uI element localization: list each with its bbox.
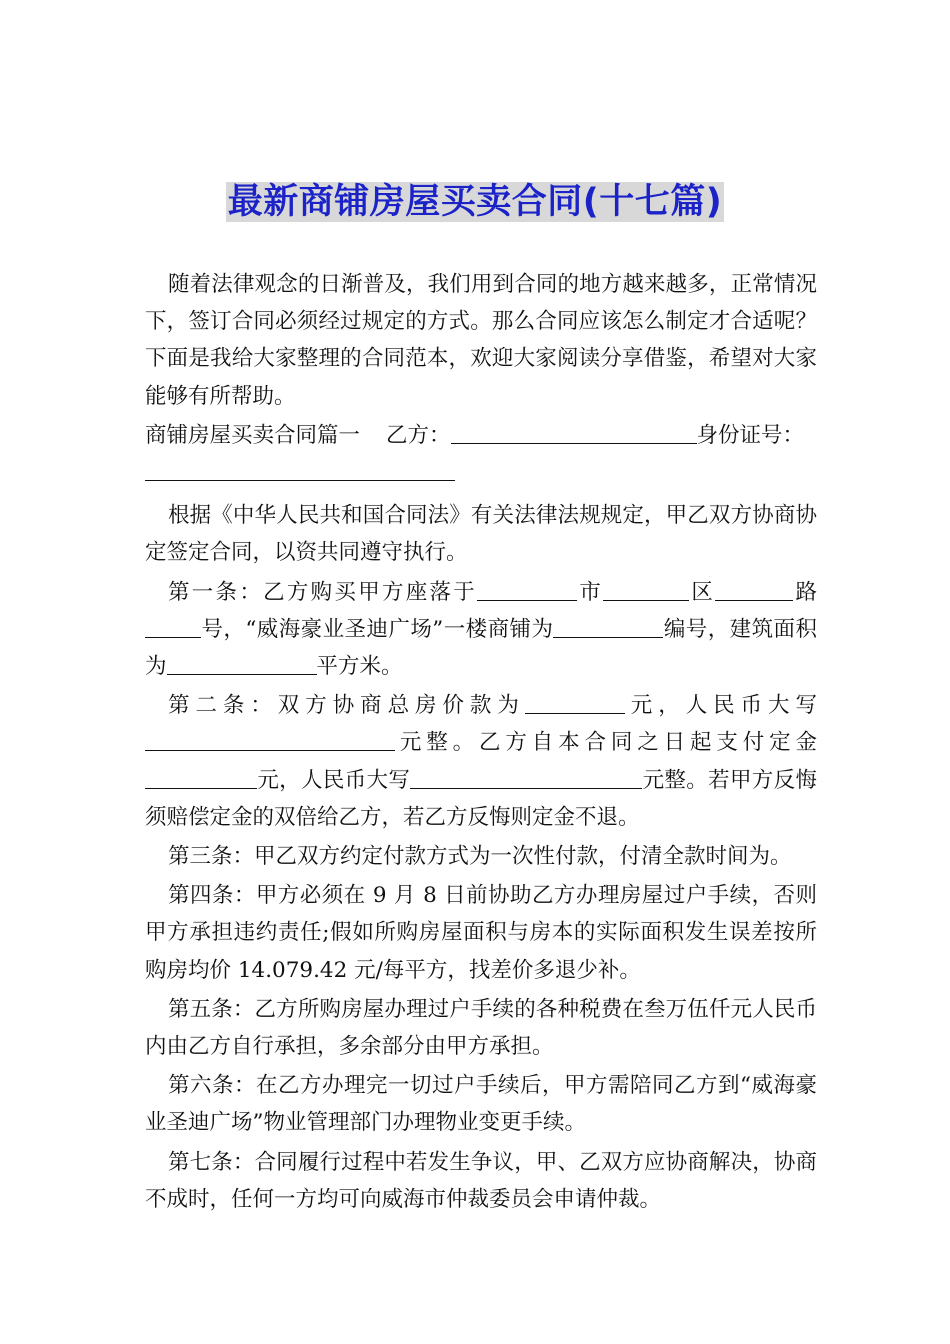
deposit-words-blank <box>410 766 642 789</box>
party-b-label: 乙方： <box>386 422 451 448</box>
id-number-blank <box>145 458 455 481</box>
road-blank <box>715 578 793 601</box>
city-blank <box>477 578 577 601</box>
article-2: 第二条：双方协商总房价款为 元，人民币大写元整。乙方自本合同之日起支付定金元，人民币大写 元整。若甲方反悔须赔偿定金的双倍给乙方，若乙方反悔则定金不退。 <box>145 693 817 830</box>
basis-paragraph: 根据《中华人民共和国合同法》有关法律法规规定，甲乙双方协商协定签定合同，以资共同遵守执行。 <box>145 503 817 566</box>
district-blank <box>603 578 689 601</box>
article-5: 第五条：乙方所购房屋办理过户手续的各种税费在叁万伍仟元人民币内由乙方自行承担，多余部分由甲方承担。 <box>145 996 817 1060</box>
title-text: 最新商铺房屋买卖合同(十七篇) <box>227 182 723 222</box>
number-blank <box>145 615 201 638</box>
article-1: 第一条：乙方购买甲方座落于 市 区 路号，“威海豪业圣迪广场”一楼商铺为 编号，建筑面积为 平方米。 <box>145 579 817 680</box>
id-number-label: 身份证号： <box>696 422 805 448</box>
section-heading: 商铺房屋买卖合同篇一 <box>145 422 361 448</box>
deposit-blank <box>145 766 257 789</box>
article-4: 第四条：甲方必须在 9 月 8 日前协助乙方办理房屋过户手续，否则甲方承担违约责任;假如所购房屋面积与房本的实际面积发生误差按所购房均价 14.079.42 元/每平方，找差价多退少补。 <box>145 883 817 983</box>
total-price-words-blank <box>145 728 395 751</box>
party-b-blank <box>451 421 697 444</box>
heading-line <box>145 417 817 491</box>
document-body <box>145 266 817 1218</box>
shop-number-blank <box>553 615 663 638</box>
total-price-blank <box>525 691 625 714</box>
article-6: 第六条：在乙方办理完一切过户手续后，甲方需陪同乙方到“威海豪业圣迪广场”物业管理部门办理物业变更手续。 <box>145 1073 817 1136</box>
article-3: 第三条：甲乙双方约定付款方式为一次性付款，付清全款时间为。 <box>168 844 792 870</box>
article-7: 第七条：合同履行过程中若发生争议，甲、乙双方应协商解决，协商不成时，任何一方均可向威海市仲裁委员会申请仲裁。 <box>145 1149 817 1212</box>
document-title <box>0 178 950 226</box>
intro-paragraph: 随着法律观念的日渐普及，我们用到合同的地方越来越多，正常情况下，签订合同必须经过规定的方式。那么合同应该怎么制定才合适呢？下面是我给大家整理的合同范本，欢迎大家阅读分享借鉴，希望对大家能够有所帮助。 <box>145 272 817 409</box>
area-blank <box>167 652 317 675</box>
